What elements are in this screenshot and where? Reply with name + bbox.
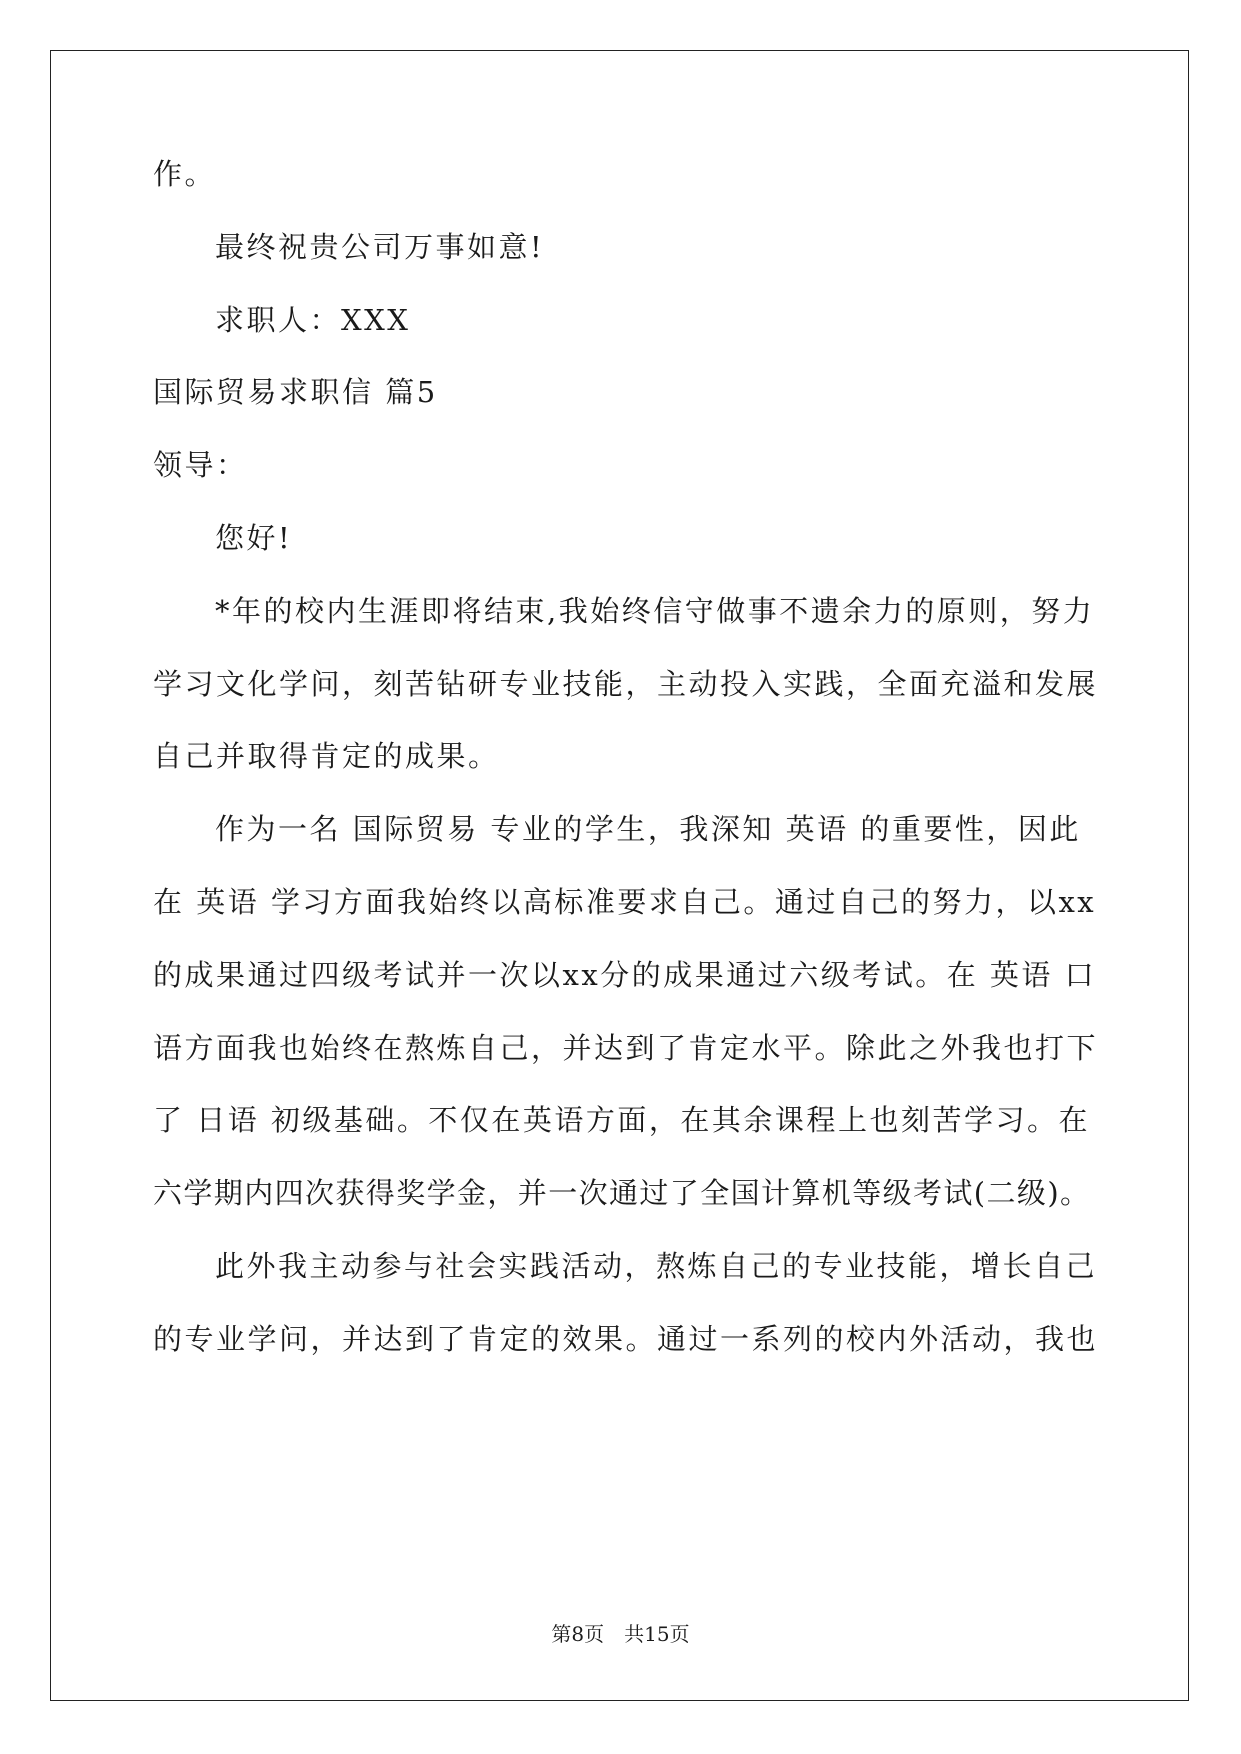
greeting: 您好! [215,521,293,555]
text-line: 的成果通过四级考试并一次以xx分的成果通过六级考试。在 英语 口 [153,958,1097,992]
text-line: 了 日语 初级基础。不仅在英语方面，在其余课程上也刻苦学习。在 [153,1103,1090,1137]
text-line: 自己并取得肯定的成果。 [153,739,500,773]
signature-line: 求职人：XXX [215,303,411,337]
text-line: 语方面我也始终在熬炼自己，并达到了肯定水平。除此之外我也打下 [153,1031,1099,1065]
salutation: 领导： [153,448,248,482]
text-line: *年的校内生涯即将结束,我始终信守做事不遗余力的原则，努力 [215,594,1095,628]
text-line: 学习文化学问，刻苦钻研专业技能，主动投入实践，全面充溢和发展 [153,667,1099,701]
text-line: 六学期内四次获得奖学金，并一次通过了全国计算机等级考试(二级)。 [153,1176,1091,1210]
text-line: 此外我主动参与社会实践活动，熬炼自己的专业技能，增长自己 [215,1249,1098,1283]
section-heading: 国际贸易求职信 篇5 [153,375,438,409]
text-line: 作。 [153,157,217,191]
page-border [50,50,1189,1701]
text-line: 在 英语 学习方面我始终以高标准要求自己。通过自己的努力，以xx [153,885,1097,919]
text-line: 最终祝贵公司万事如意! [215,230,545,264]
text-line: 的专业学问，并达到了肯定的效果。通过一系列的校内外活动，我也 [153,1322,1099,1356]
text-line: 作为一名 国际贸易 专业的学生，我深知 英语 的重要性，因此 [215,812,1081,846]
page-number: 第8页 共15页 [551,1622,690,1646]
